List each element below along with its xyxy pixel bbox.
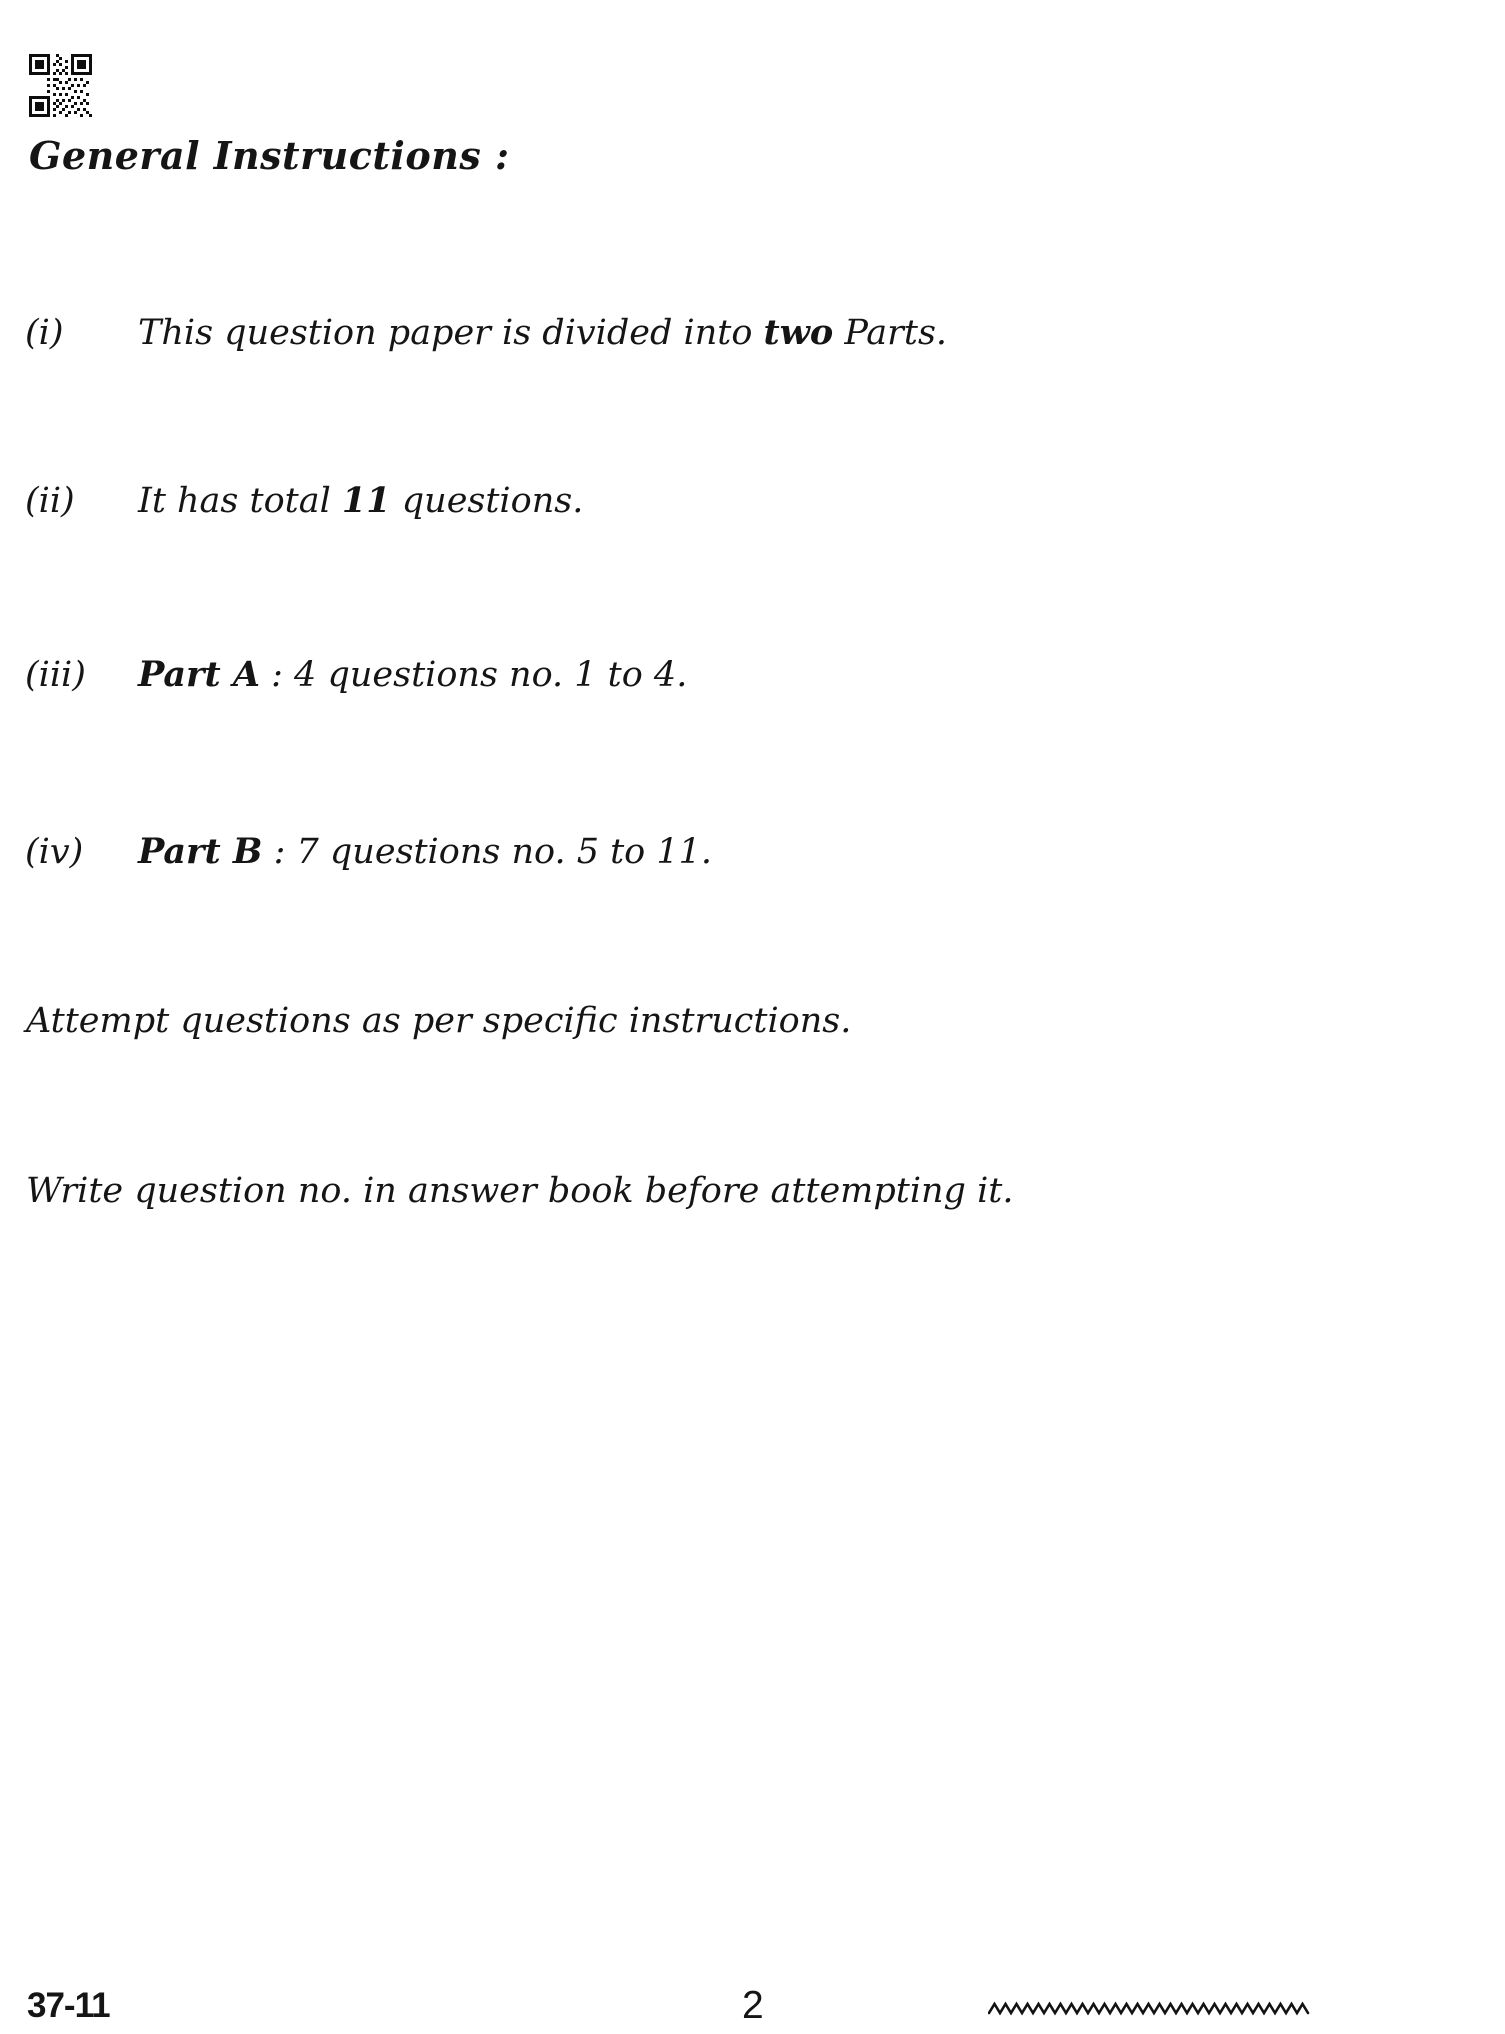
- instruction-text-bold: 11: [341, 480, 391, 521]
- instruction-text-post: Parts.: [833, 313, 948, 353]
- instruction-text: [138, 313, 947, 353]
- note-attempt-questions: Attempt questions as per specific instructions.: [26, 1001, 852, 1041]
- instruction-text: [138, 832, 712, 872]
- instruction-text: [138, 655, 687, 695]
- instruction-label: (iii): [25, 655, 86, 695]
- instruction-text-post: questions.: [390, 481, 584, 521]
- instruction-text-pre: This question paper is divided into: [138, 313, 764, 353]
- instruction-text-bold: Part A: [138, 654, 261, 695]
- instruction-text-pre: It has total: [138, 481, 342, 521]
- instruction-text-bold: two: [763, 312, 834, 353]
- page-number: 2: [742, 1984, 764, 2027]
- paper-code: 37-11: [27, 1986, 110, 2025]
- instruction-label: (iv): [25, 832, 84, 872]
- qr-code-icon: [28, 54, 93, 117]
- instruction-text: [138, 481, 583, 521]
- instruction-label: (ii): [25, 481, 75, 521]
- zigzag-scribble-icon: [988, 2000, 1312, 2018]
- instruction-label: (i): [25, 313, 64, 353]
- instruction-text-post: : 7 questions no. 5 to 11.: [262, 832, 713, 872]
- note-write-question-no: Write question no. in answer book before attempting it.: [26, 1171, 1014, 1211]
- instruction-text-post: : 4 questions no. 1 to 4.: [260, 655, 688, 695]
- instruction-text-bold: Part B: [138, 831, 263, 872]
- page-title: General Instructions :: [29, 133, 510, 178]
